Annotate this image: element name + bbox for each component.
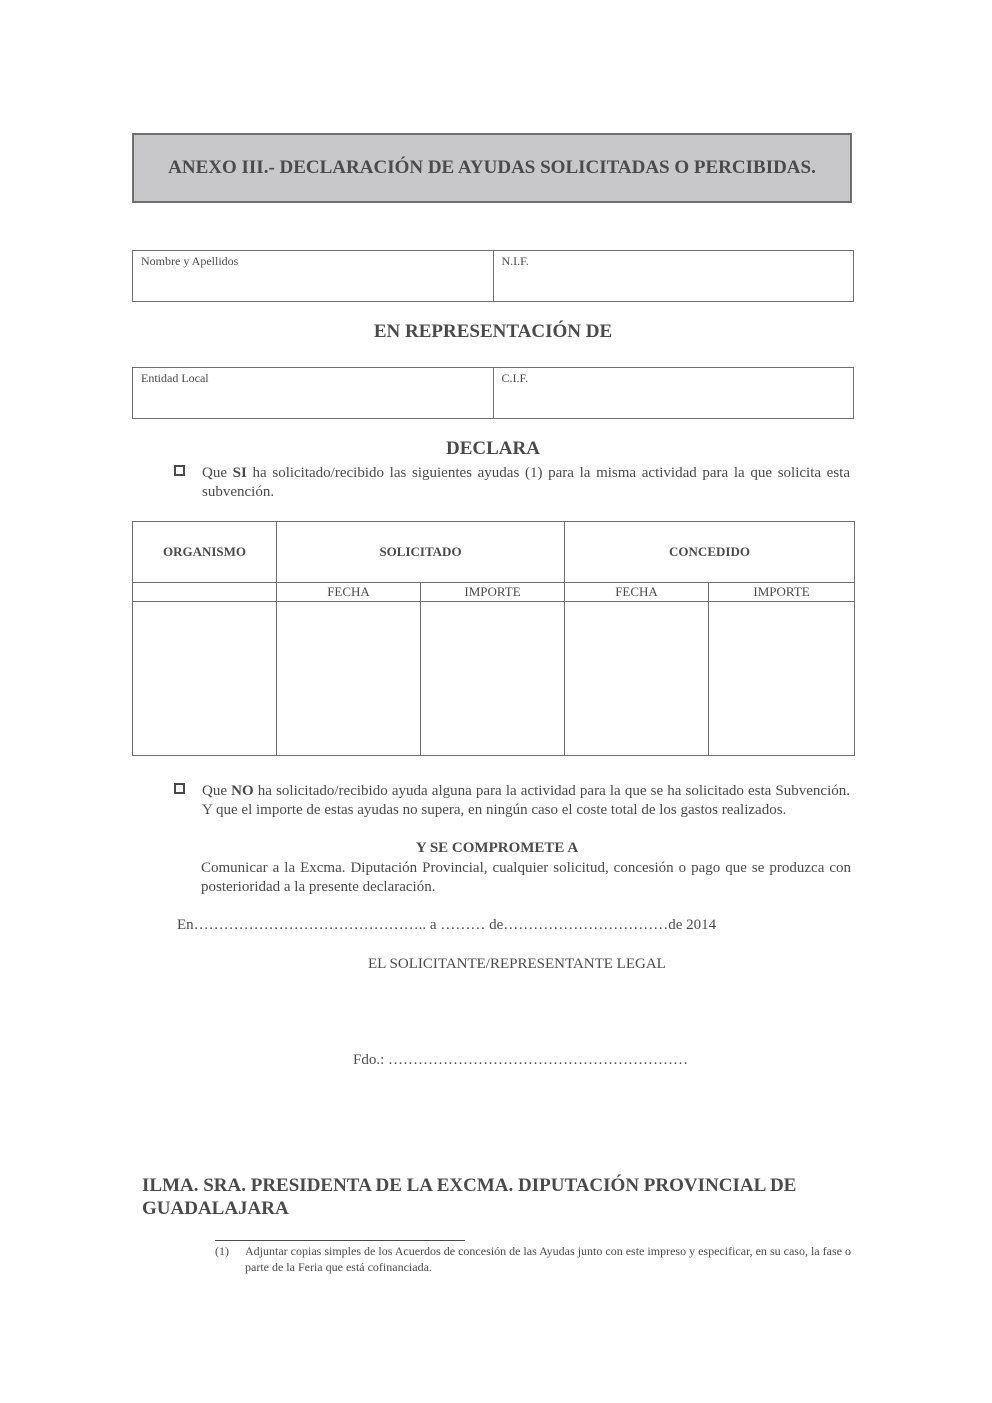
option-no-checkbox[interactable] <box>174 783 185 794</box>
option-no-emphasis: NO <box>231 783 254 799</box>
footnote-number: (1) <box>215 1244 229 1258</box>
subheader-concedido-importe: IMPORTE <box>709 583 855 602</box>
nif-field[interactable] <box>493 251 854 302</box>
representation-heading: EN REPRESENTACIÓN DE <box>373 321 613 342</box>
declares-heading: DECLARA <box>446 438 540 459</box>
addressee: ILMA. SRA. PRESIDENTA DE LA EXCMA. DIPUTACIÓN PROVINCIAL DE GUADALAJARA <box>142 1175 797 1219</box>
header-solicitado: SOLICITADO <box>277 522 565 583</box>
subheader-solicitado-fecha: FECHA <box>277 583 421 602</box>
subheader-solicitado-importe: IMPORTE <box>421 583 565 602</box>
document-title: ANEXO III.- DECLARACIÓN DE AYUDAS SOLICITADAS O PERCIBIDAS. <box>168 157 816 178</box>
commitment-text: Comunicar a la Excma. Diputación Provincial, cualquier solicitud, concesión o pago que se produzca con posterioridad a la presente declaración. <box>201 860 851 895</box>
subheader-empty <box>133 583 277 602</box>
cell-concedido-importe[interactable] <box>709 602 855 756</box>
name-field[interactable] <box>133 251 494 302</box>
place-date-line[interactable]: En……………………………………….. a ……… de……………………………de 2014 <box>177 917 717 933</box>
subheader-concedido-fecha: FECHA <box>565 583 709 602</box>
footnote-divider <box>215 1240 465 1241</box>
cif-label: C.I.F. <box>501 371 529 385</box>
footnote-text: Adjuntar copias simples de los Acuerdos de concesión de las Ayudas junto con este impreso y especificar, en su caso, la fase o parte de la Feria que está cofinanciada. <box>245 1244 851 1274</box>
entity-label: Entidad Local <box>141 371 209 385</box>
name-label: Nombre y Apellidos <box>141 254 239 268</box>
option-yes-checkbox[interactable] <box>174 465 185 476</box>
applicant-fields-table <box>132 250 854 302</box>
header-organismo: ORGANISMO <box>133 522 277 583</box>
document-title-box <box>132 133 852 203</box>
option-yes-emphasis: SI <box>232 465 247 481</box>
nif-label: N.I.F. <box>501 254 529 268</box>
signer-label: EL SOLICITANTE/REPRESENTANTE LEGAL <box>368 956 666 972</box>
entity-fields-table <box>132 367 854 419</box>
option-no-text: Que NO ha solicitado/recibido ayuda alguna para la actividad para la que se ha solicitado esta Subvención. Y que el importe de estas ayudas no supera, en ningún caso el coste total de los gastos realizados. <box>202 783 851 818</box>
aid-table <box>132 521 855 756</box>
option-yes-text: Que SI ha solicitado/recibido las siguientes ayudas (1) para la misma actividad para la que solicita esta subvención. <box>202 465 851 500</box>
cell-concedido-fecha[interactable] <box>565 602 709 756</box>
cell-solicitado-fecha[interactable] <box>277 602 421 756</box>
cell-organismo[interactable] <box>133 602 277 756</box>
header-concedido: CONCEDIDO <box>565 522 855 583</box>
signature-line[interactable]: Fdo.: …………………………………………………… <box>353 1052 689 1068</box>
cell-solicitado-importe[interactable] <box>421 602 565 756</box>
footnote <box>215 1243 851 1275</box>
entity-field[interactable] <box>133 368 494 419</box>
cif-field[interactable] <box>493 368 854 419</box>
commitment-heading: Y SE COMPROMETE A <box>415 840 579 856</box>
